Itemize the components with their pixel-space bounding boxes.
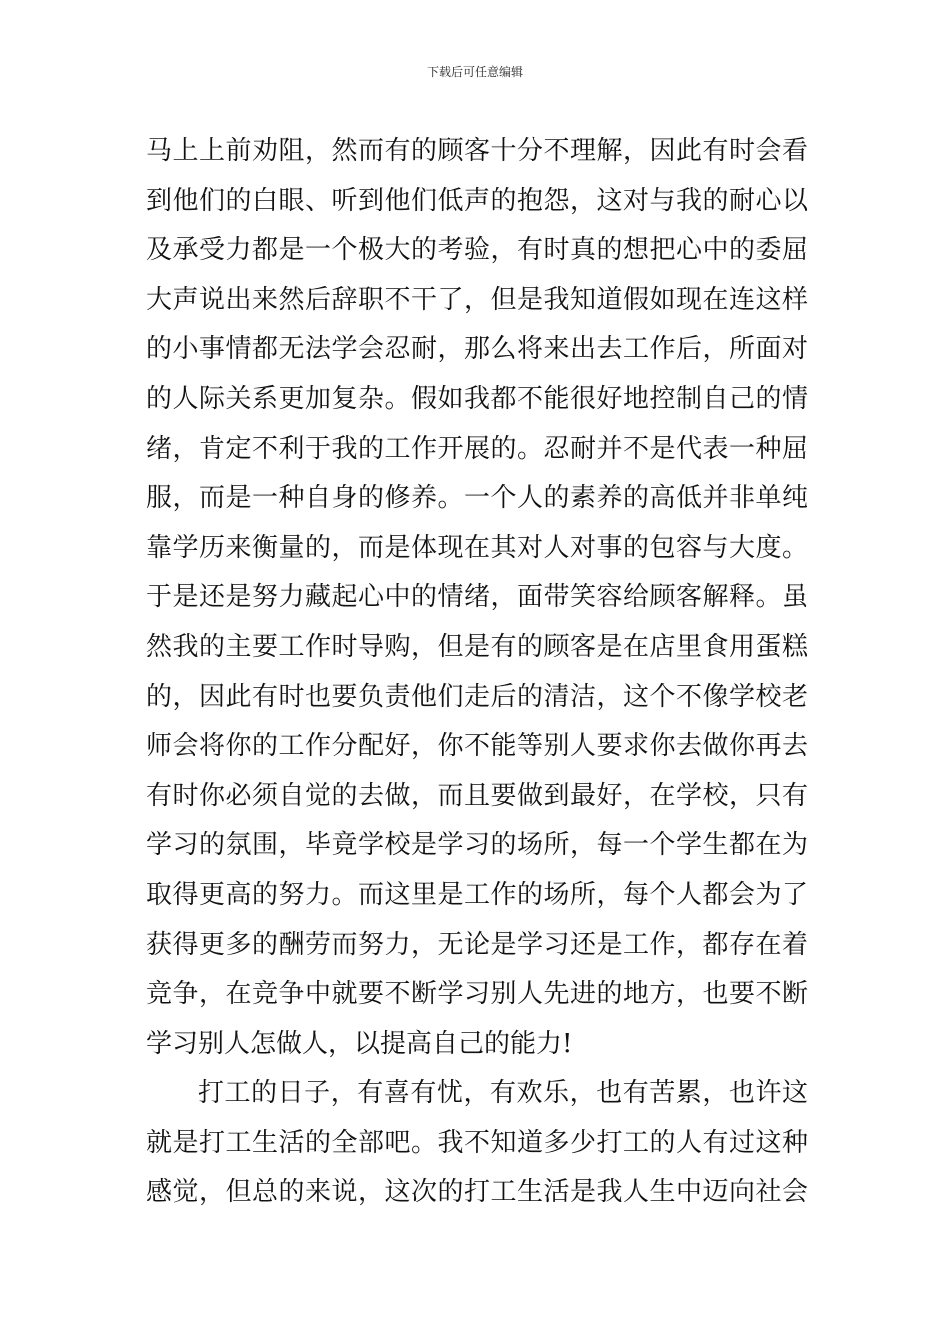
text-line: 获得更多的酬劳而努力，无论是学习还是工作，都存在着 <box>146 929 808 960</box>
text-line: 的，因此有时也要负责他们走后的清洁，这个不像学校老 <box>146 681 808 712</box>
text-line: 打工的日子，有喜有忧，有欢乐，也有苦累，也许这 <box>198 1078 808 1109</box>
text-line: 于是还是努力藏起心中的情绪，面带笑容给顾客解释。虽 <box>146 582 808 613</box>
text-line: 学习的氛围，毕竟学校是学习的场所，每一个学生都在为 <box>146 830 808 861</box>
text-line: 马上上前劝阻，然而有的顾客十分不理解，因此有时会看 <box>146 136 808 166</box>
page-header: 下载后可任意编辑 <box>426 65 523 79</box>
paragraph <box>146 127 808 1069</box>
document-body <box>146 127 808 1218</box>
text-line: 师会将你的工作分配好，你不能等别人要求你去做你再去 <box>146 731 808 762</box>
text-line: 大声说出来然后辞职不干了，但是我知道假如现在连这样 <box>146 284 808 315</box>
text-line: 然我的主要工作时导购，但是有的顾客是在店里食用蛋糕 <box>146 631 808 662</box>
text-line: 到他们的白眼、听到他们低声的抱怨，这对与我的耐心以 <box>146 185 808 216</box>
text-line: 服，而是一种自身的修养。一个人的素养的高低并非单纯 <box>146 483 808 514</box>
text-line: 感觉，但总的来说，这次的打工生活是我人生中迈向社会 <box>146 1177 808 1208</box>
text-line: 靠学历来衡量的，而是体现在其对人对事的包容与大度。 <box>146 532 808 563</box>
text-line: 有时你必须自觉的去做，而且要做到最好，在学校，只有 <box>146 780 808 811</box>
text-line: 绪，肯定不利于我的工作开展的。忍耐并不是代表一种屈 <box>146 433 808 464</box>
text-line: 及承受力都是一个极大的考验，有时真的想把心中的委屈 <box>146 235 808 266</box>
text-line: 竞争，在竞争中就要不断学习别人先进的地方，也要不断 <box>146 979 808 1010</box>
text-line: 取得更高的努力。而这里是工作的场所，每个人都会为了 <box>146 879 808 910</box>
paragraph <box>146 1069 808 1218</box>
text-line: 的小事情都无法学会忍耐，那么将来出去工作后，所面对 <box>146 334 808 365</box>
text-line: 学习别人怎做人，以提高自己的能力! <box>146 1028 573 1059</box>
text-line: 就是打工生活的全部吧。我不知道多少打工的人有过这种 <box>146 1127 808 1158</box>
text-line: 的人际关系更加复杂。假如我都不能很好地控制自己的情 <box>146 383 808 414</box>
